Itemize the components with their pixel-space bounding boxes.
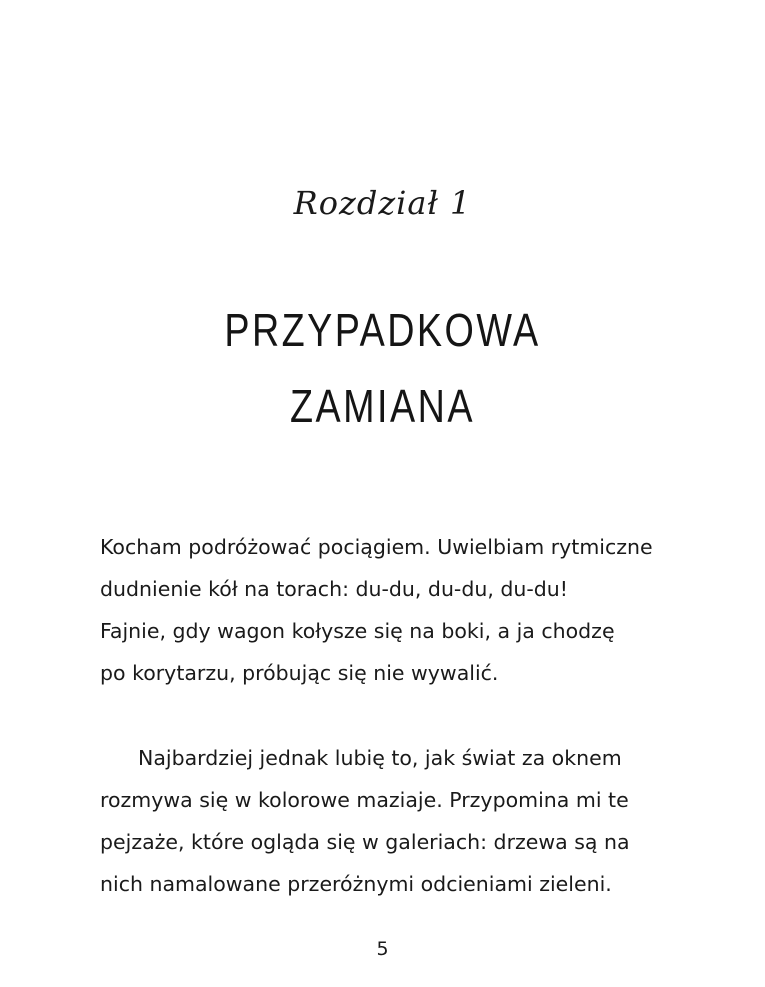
text-line: Najbardziej jednak lubię to, jak świat za oknem [138, 746, 622, 770]
paragraph [100, 526, 660, 694]
chapter-title-line: ZAMIANA [290, 380, 475, 432]
body-text [100, 526, 660, 905]
chapter-title [69, 292, 696, 444]
text-line: po korytarzu, próbując się nie wywalić. [100, 661, 499, 685]
page-number: 5 [376, 938, 389, 960]
chapter-label: Rozdział 1 [293, 184, 472, 222]
text-line: pejzaże, które ogląda się w galeriach: drzewa są na [100, 830, 630, 854]
text-line: Kocham podróżować pociągiem. Uwielbiam rytmiczne [100, 535, 653, 559]
paragraph [100, 737, 660, 905]
chapter-title-line: PRZYPADKOWA [224, 304, 541, 356]
text-line: nich namalowane przeróżnymi odcieniami zieleni. [100, 872, 612, 896]
text-line: dudnienie kół na torach: du-du, du-du, du-du! [100, 577, 568, 601]
text-line: Fajnie, gdy wagon kołysze się na boki, a ja chodzę [100, 619, 615, 643]
text-line: rozmywa się w kolorowe maziaje. Przypomina mi te [100, 788, 629, 812]
